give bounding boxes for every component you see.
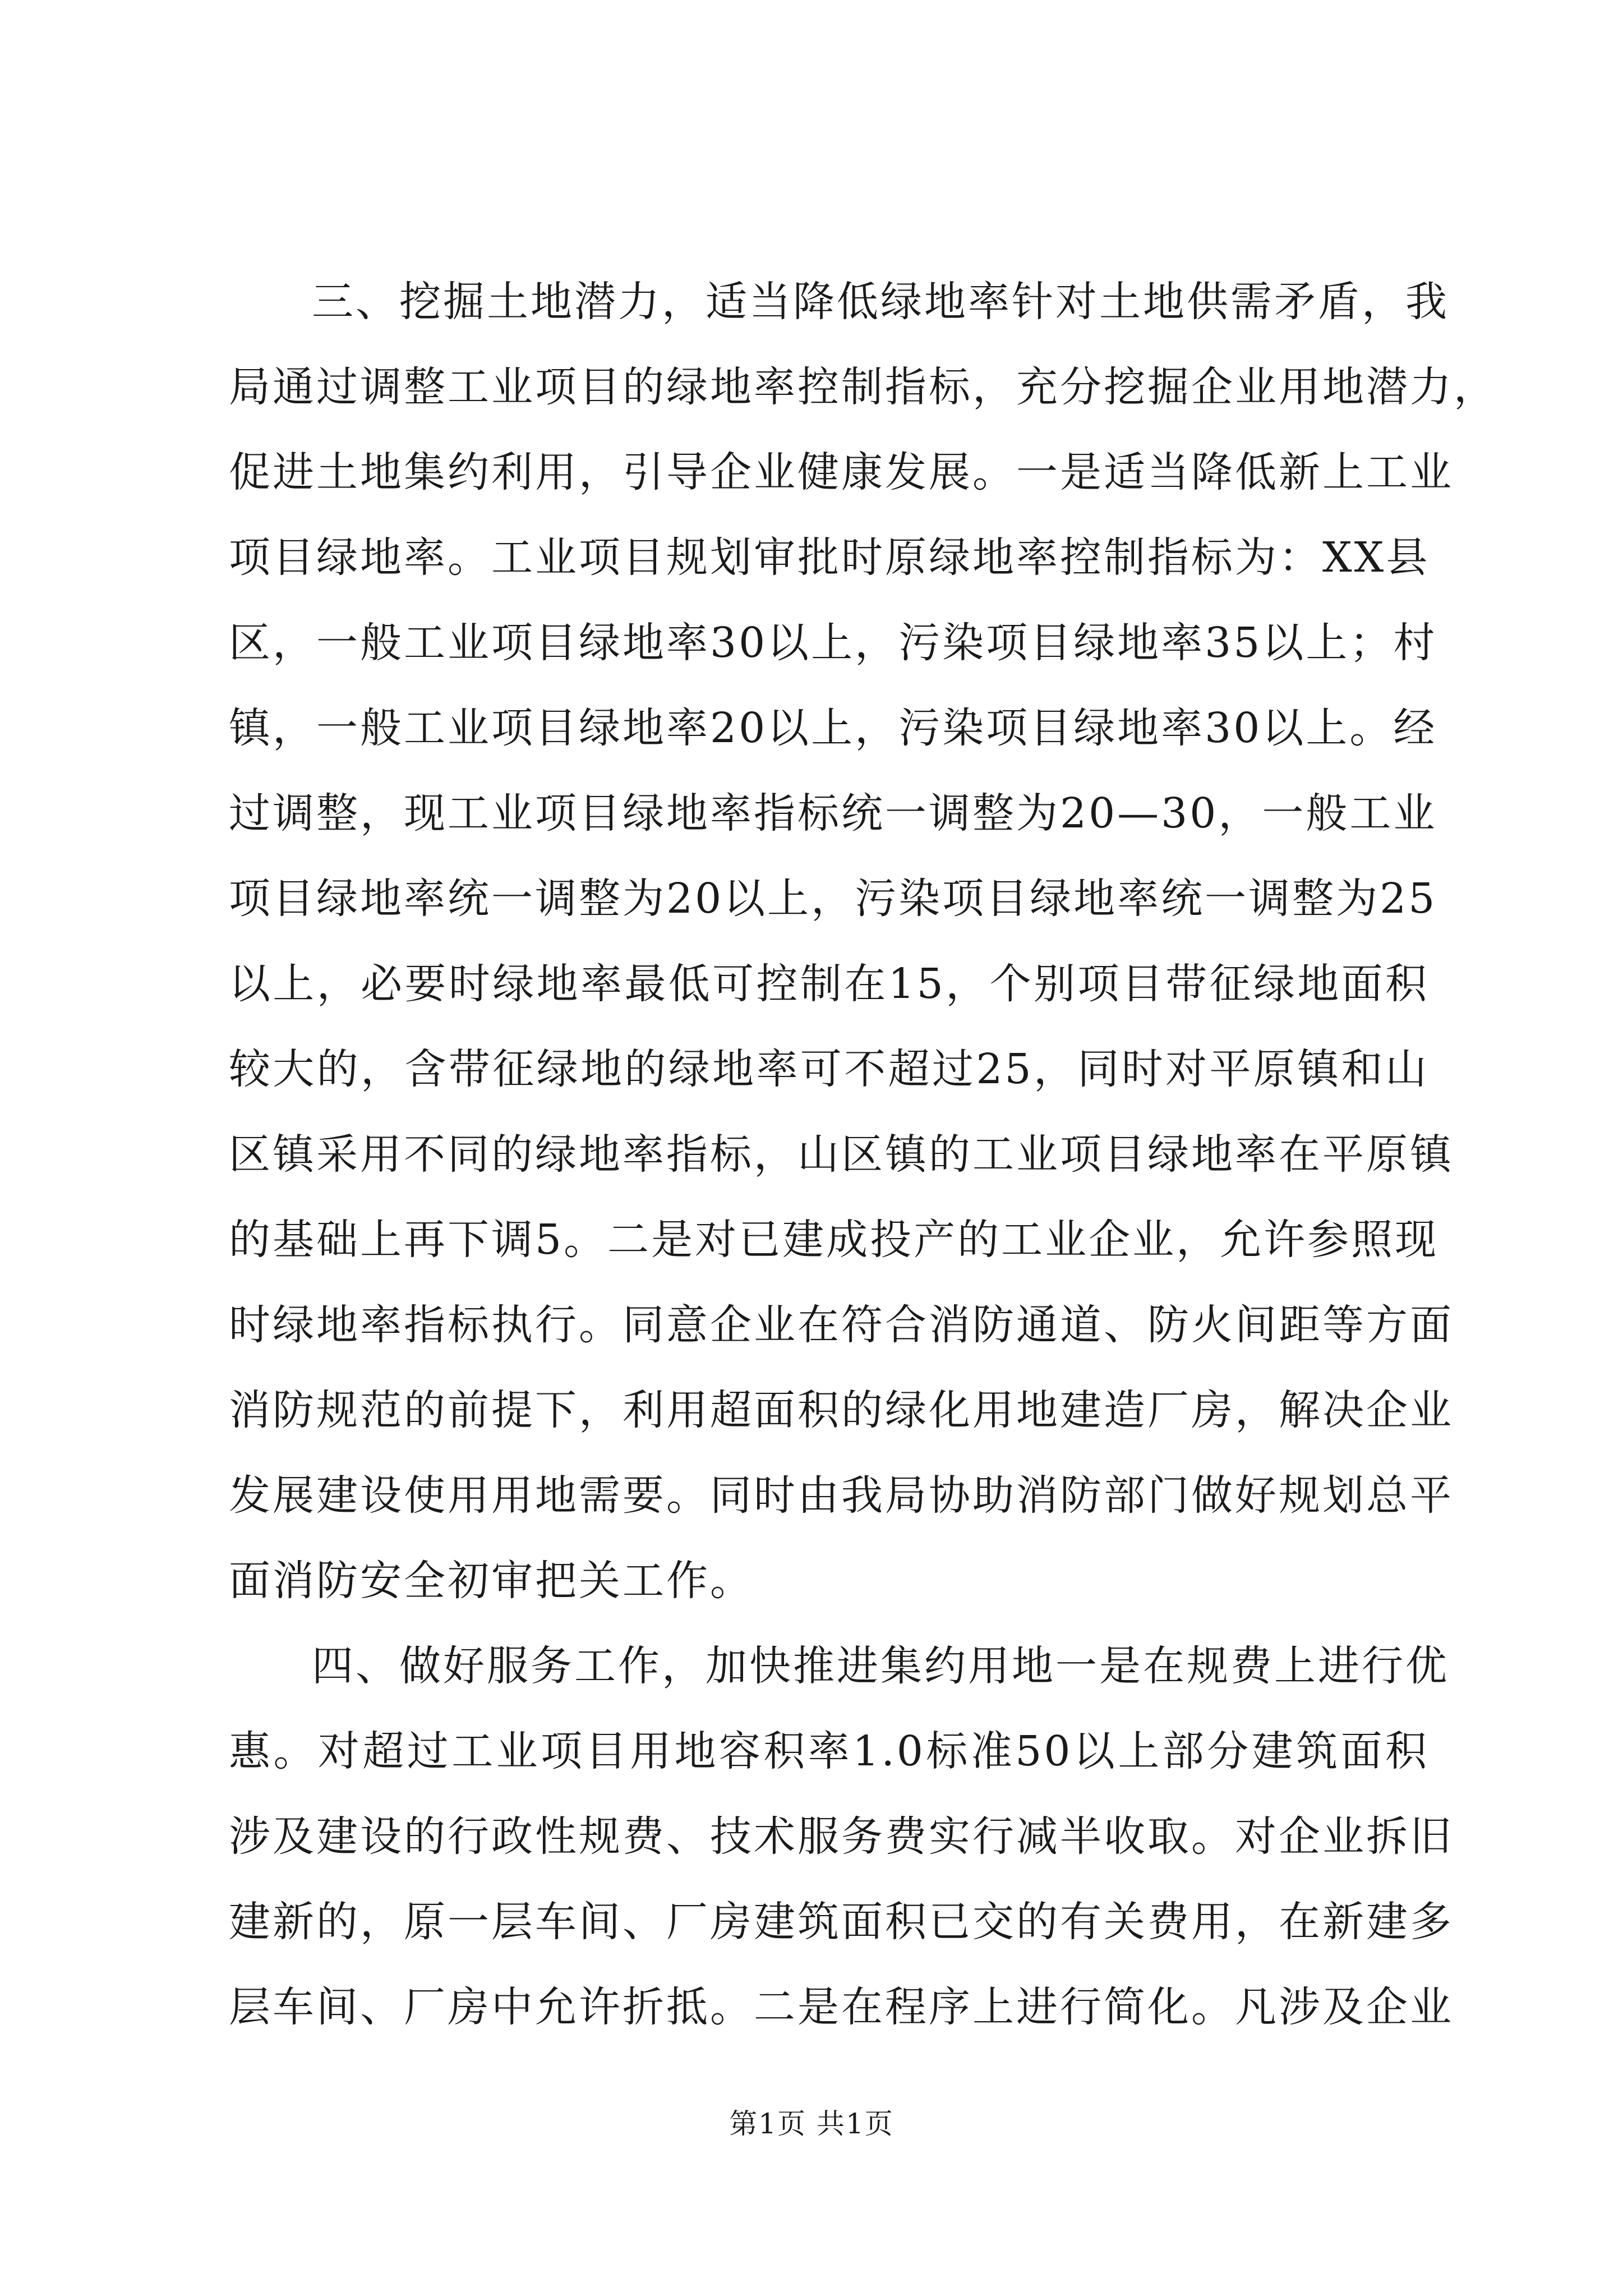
text-line: 以上，必要时绿地率最低可控制在15，个别项目带征绿地面积 (229, 960, 1429, 1008)
text-line: 镇，一般工业项目绿地率20以上，污染项目绿地率30以上。经 (229, 704, 1437, 752)
text-line: 过调整，现工业项目绿地率指标统一调整为20—30，一般工业 (229, 789, 1437, 838)
text-line: 建新的，原一层车间、厂房建筑面积已交的有关费用，在新建多 (229, 1898, 1454, 1946)
text-line: 三、挖掘土地潜力，适当降低绿地率针对土地供需矛盾，我 (312, 278, 1449, 326)
text-line: 时绿地率指标执行。同意企业在符合消防通道、防火间距等方面 (229, 1301, 1454, 1349)
text-line: 涉及建设的行政性规费、技术服务费实行减半收取。对企业拆旧 (229, 1812, 1454, 1861)
text-line: 项目绿地率统一调整为20以上，污染项目绿地率统一调整为25 (229, 875, 1437, 923)
paragraph-land-potential (229, 259, 1497, 1623)
text-line: 四、做好服务工作，加快推进集约用地一是在规费上进行优 (312, 1642, 1449, 1690)
text-line: 促进土地集约利用，引导企业健康发展。一是适当降低新上工业 (229, 448, 1454, 496)
text-line: 发展建设使用用地需要。同时由我局协助消防部门做好规划总平 (229, 1471, 1454, 1520)
text-line: 较大的，含带征绿地的绿地率可不超过25，同时对平原镇和山 (229, 1045, 1429, 1093)
text-line: 项目绿地率。工业项目规划审批时原绿地率控制指标为：XX县 (229, 533, 1430, 582)
paragraph-service-work (229, 1623, 1454, 2050)
text-line: 面消防安全初审把关工作。 (229, 1557, 754, 1605)
text-line: 层车间、厂房中允许折抵。二是在程序上进行简化。凡涉及企业 (229, 1983, 1454, 2031)
text-line: 区，一般工业项目绿地率30以上，污染项目绿地率35以上；村 (229, 619, 1437, 667)
text-line: 区镇采用不同的绿地率指标，山区镇的工业项目绿地率在平原镇 (229, 1130, 1454, 1179)
document-body (229, 259, 1497, 2050)
text-line: 惠。对超过工业项目用地容积率1.0标准50以上部分建筑面积 (229, 1727, 1429, 1775)
text-line: 的基础上再下调5。二是对已建成投产的工业企业，允许参照现 (229, 1216, 1439, 1264)
page-footer (0, 2107, 1623, 2141)
page-number-label: 第1页 共1页 (729, 2108, 894, 2140)
text-line: 局通过调整工业项目的绿地率控制指标，充分挖掘企业用地潜力， (229, 363, 1497, 411)
text-line: 消防规范的前提下，利用超面积的绿化用地建造厂房，解决企业 (229, 1386, 1454, 1434)
